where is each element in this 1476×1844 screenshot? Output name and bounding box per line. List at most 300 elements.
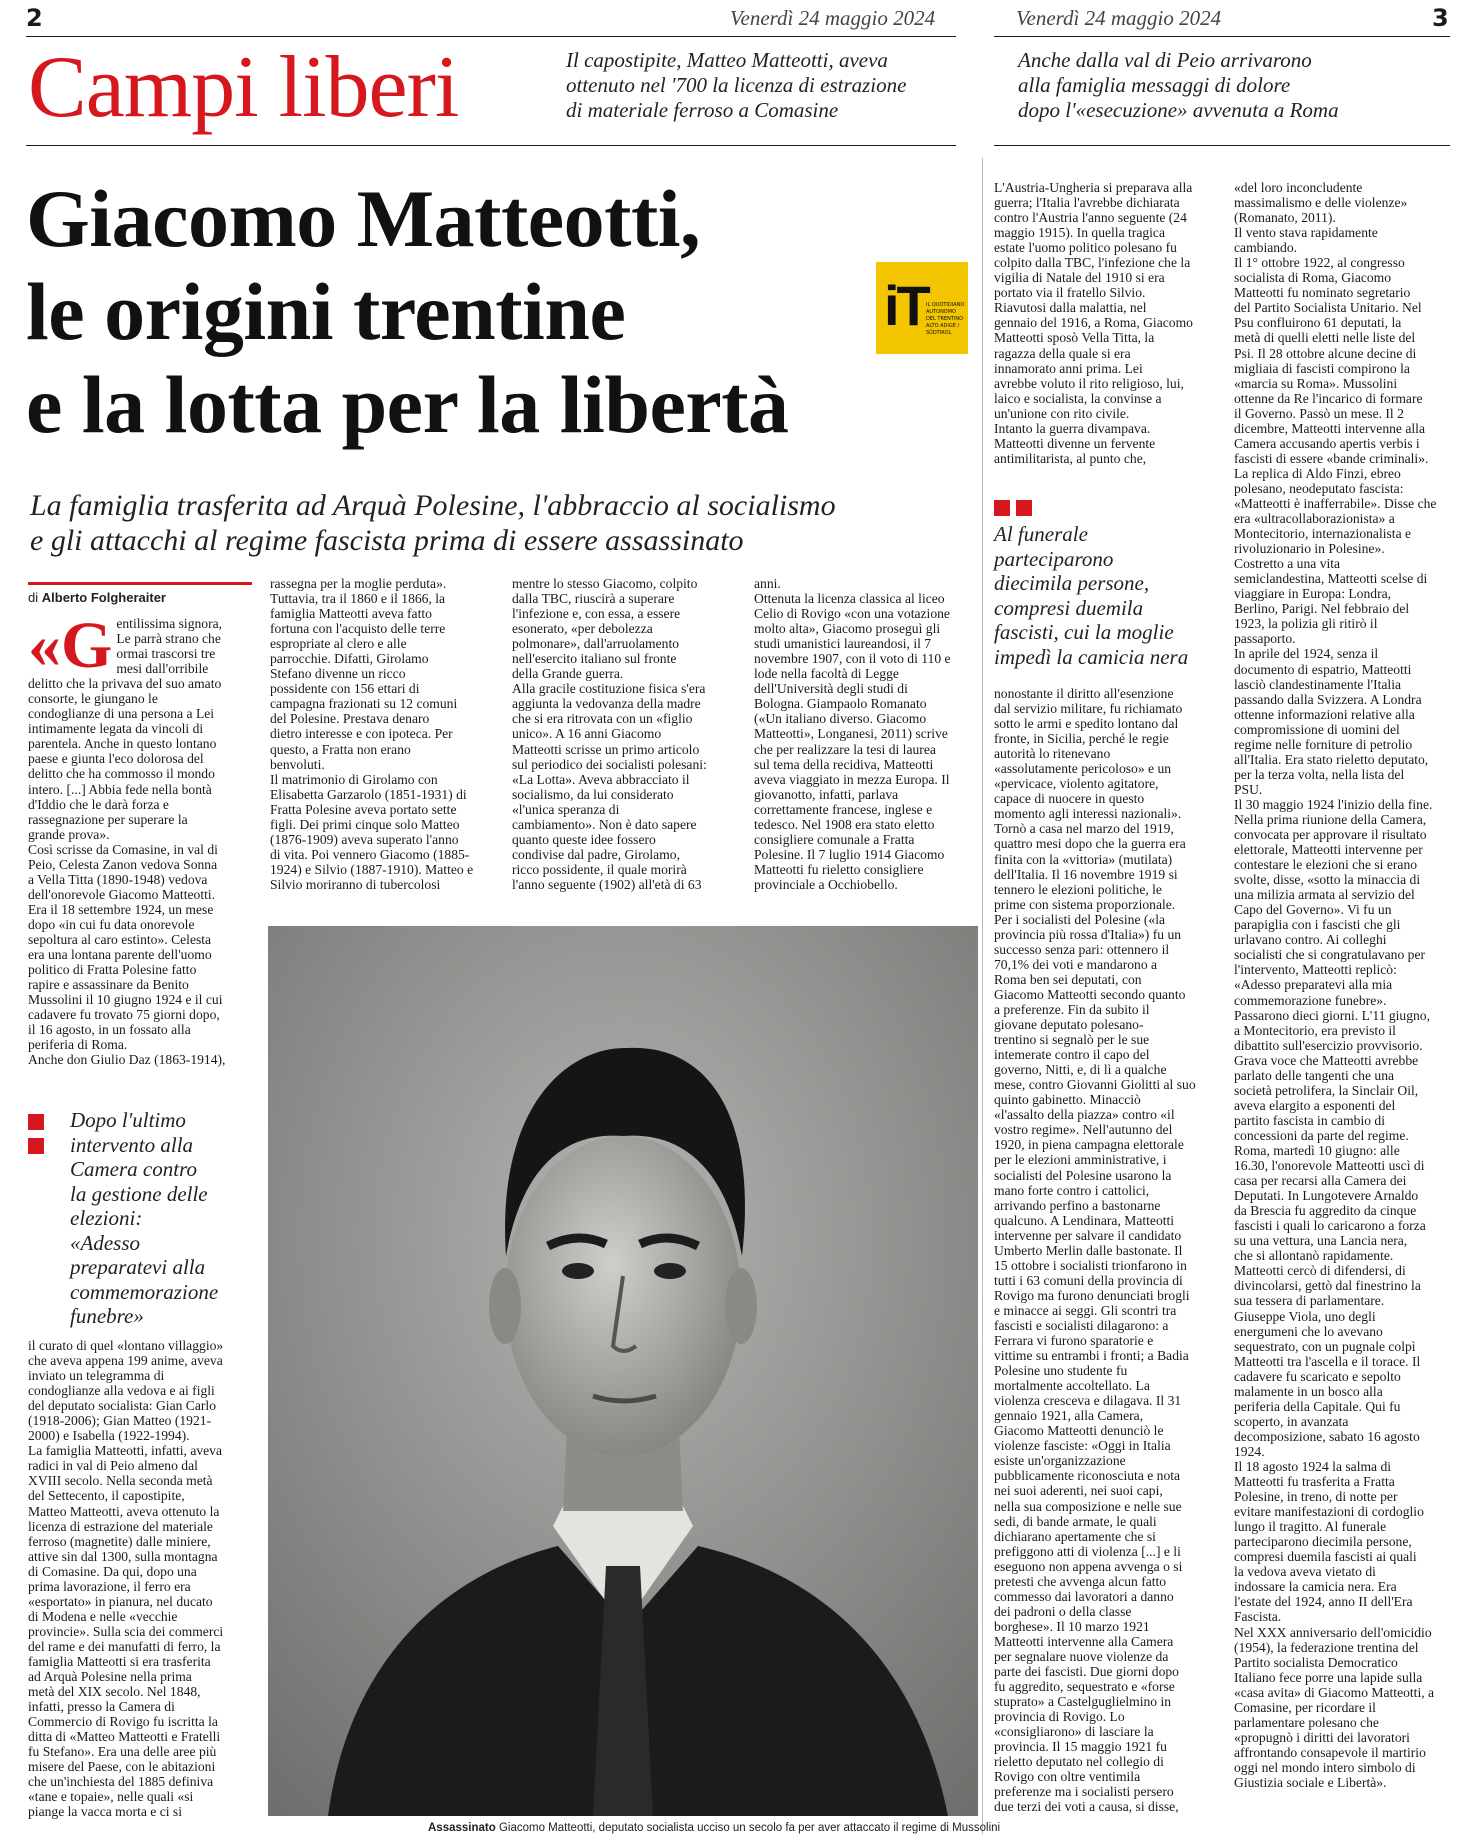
text-line: espropriate al clero e alle [270,636,407,652]
text-line: del rame e dei manufatti di ferro, la [28,1638,221,1654]
text-line: del Settecento, il capostipite, [28,1488,185,1504]
text-line: Il 30 maggio 1924 l'inizio della fine. [1234,796,1433,812]
text-line: violenze fasciste: «Oggi in Italia [994,1438,1171,1454]
text-line: momento agli interessi nazionali». [994,806,1182,822]
text-line: sotto le armi e spedito lontano dal [994,716,1179,732]
text-line: 1923, la polizia gli ritirò il [1234,616,1378,632]
section-rule-left [26,145,956,146]
text-line: trentino si segnalò per le sue [994,1032,1150,1048]
caption-label: Assassinato [428,1822,496,1834]
text-line: Il matrimonio di Girolamo con [270,771,438,787]
text-line: «tane e topaie», nelle quali «si [28,1789,194,1805]
text-line: Capo del Governo». Vi fu un [1234,902,1392,918]
text-line: Bologna. Giampaolo Romanato [754,696,927,712]
text-line: mano forte contro i cattolici, [994,1182,1150,1198]
text-line: «pervicace, violento agitatore, [994,776,1159,792]
text-line: lungo il tragitto. Al funerale [1234,1519,1387,1535]
text-line: viaggiare in Europa: Londra, [1234,586,1392,602]
text-line: La replica di Aldo Finzi, ebreo [1234,465,1401,481]
text-line: Matteotti scrisse un primo articolo [512,741,700,757]
text-line: Fascista. [1234,1609,1282,1625]
text-line: partito fascista in cambio di [1234,1112,1385,1128]
text-line: politico di Fratta Polesine fatto [28,962,197,978]
text-line: concessioni da parte del regime. [1234,1127,1409,1143]
text-line: mesi dall'orribile [116,661,209,677]
text-line: Berlino, Parigi. Nel febbraio del [1234,601,1410,617]
text-line: dibattito sull'esercizio provvisorio. [1234,1037,1423,1053]
text-line: «La Lotta». Aveva abbracciato il [512,771,690,787]
text-line: Rovigo ma furono denunciati brogli [994,1287,1190,1303]
text-line: semiclandestina, Matteotti scelse di [1234,571,1428,587]
text-line: a preferenze. Fin da subito il [994,1001,1150,1017]
pull-quote-line: parteciparono [994,546,1114,571]
text-line: affrontando consapevole il martirio [1234,1744,1426,1760]
text-line: Così scrisse da Comasine, in val di [28,841,218,857]
text-line: evitare manifestazioni di cordoglio [1234,1504,1424,1520]
text-line: e minacce ai seggi. Gli scontri tra [994,1302,1177,1318]
text-line: colpito dalla TBC, l'infezione che la [994,255,1191,271]
text-line: avrebbe voluto il rito religioso, lui, [994,375,1184,391]
text-line: condivise dal padre, Girolamo, [512,846,680,862]
text-line: Umberto Merlin dalle bastonate. Il [994,1242,1183,1258]
pull-quote-line: Camera contro [70,1157,197,1181]
text-line: Nella prima riunione della Camera, [1234,811,1427,827]
text-line: rivoluzionario in Polesine». [1234,541,1385,557]
text-line: guerra; l'Italia l'avrebbe dichiarata [994,195,1180,211]
text-line: aveva viaggiato in mezza Europa. Il [754,771,950,787]
text-line: Costretto a una vita [1234,556,1341,572]
text-line: un'unione con rito civile. [994,405,1130,421]
text-line: infatti, presso la Camera di [28,1699,175,1715]
text-line: vittime su entrambi i fronti; a Badia [994,1348,1189,1364]
text-line: provincie». Sulla scia dei commerci [28,1623,224,1639]
text-line: consorte, le giungano le [28,691,158,707]
text-line: dell'Università degli studi di [754,681,908,697]
text-line: provinciale a Occhiobello. [754,876,898,892]
text-line: migliaia di fascisti compirono la [1234,360,1410,376]
text-line: cadavere fu scaricato e sepolto [1234,1368,1401,1384]
text-line: fascisti di essere «bande criminali». [1234,450,1429,466]
text-line: indossare la camicia nera. Era [1234,1579,1397,1595]
body-column-6 [1234,180,1456,1790]
text-line: possidente con 156 ettari di [270,681,420,697]
text-line: Intanto la guerra divampava. [994,420,1151,436]
text-line: Roma, martedì 10 giugno: alle [1234,1143,1400,1158]
text-line: 1924) e Silvio (1887-1910). Matteo e [270,861,474,877]
text-line: ormai trascorsi tre [116,646,216,662]
text-line: ottenne informazioni relative alla [1234,706,1415,722]
text-line: «l'unica speranza di [512,801,620,817]
pull-quote-line: compresi duemila [994,595,1144,620]
text-line: paese e giunta l'eco dolorosa del [28,751,204,767]
text-line: antimilitarista, al punto che, [994,450,1147,466]
text-line: giovanotto, infatti, parlava [754,786,899,802]
quote-mark-icon [994,500,1010,516]
page-gutter-rule [982,158,983,1834]
text-line: oggi nel mondo intero simbolo di [1234,1759,1416,1775]
author-name: Alberto Folgheraiter [41,590,166,605]
text-line: «Matteotti è inafferrabile». Disse che [1234,495,1437,511]
text-line: sua tessera di parlamentare. [1234,1293,1385,1309]
text-line: commemorazione funebre». [1234,992,1387,1008]
text-line: (1954), la federazione trentina del [1234,1639,1419,1655]
text-line: sepoltura al caro estinto». Celesta [28,931,212,947]
text-line: violenza cresceva e dilagava. Il 31 [994,1393,1182,1409]
body-column-1-top [28,609,250,1068]
text-line: 70,1% dei voti e mandarono a [994,956,1158,972]
text-line: per segnalare nuove violenze da [994,1649,1169,1664]
text-line: capace di nuocere in questo [994,791,1145,807]
text-line: rassegna per la moglie perduta». [270,576,447,591]
text-line: parte dei fascisti. Due giorni dopo [994,1664,1179,1680]
text-line: famiglia Matteotti aveva fatto [270,606,432,622]
text-line: Peio, Celesta Zanon vedova Sonna [28,856,218,872]
text-line: nella sua composizione e nelle sue [994,1498,1182,1514]
text-line: unico». A 16 anni Giacomo [512,726,662,742]
text-line: Matteotti sposò Vella Titta, la [994,330,1155,346]
text-line: («Un italiano diverso. Giacomo [754,711,927,727]
text-line: Giustizia sociale e Libertà». [1234,1774,1387,1790]
text-line: Matteotti tra l'ascella e il torace. Il [1234,1353,1421,1369]
text-line: lode nella facoltà di Legge [754,666,899,682]
text-line: dell'Italia. Il 16 novembre 1919 si [994,866,1178,882]
text-line: a Vella Titta (1890-1948) vedova [28,871,208,887]
text-line: «consigliarono» di lasciare la [994,1724,1154,1740]
pull-quote-line: intervento alla [70,1132,194,1157]
text-line: passaporto. [1234,631,1296,647]
text-line: PSU. [1234,781,1263,797]
text-line: aveva elargito a esponenti del [1234,1097,1396,1113]
text-line: Mussolini il 10 giugno 1924 e il cui [28,992,223,1008]
text-line: «Adesso preparatevi alla mia [1234,977,1393,993]
text-line: cambiamento». Non è dato sapere [512,816,697,832]
text-line: Le parrà strano che [116,631,221,647]
text-line: Comasine, per ricordare il [1234,1699,1376,1715]
text-line: ricco possidente, il quale morirà [512,861,687,877]
text-line: periferia di Roma. [28,1037,128,1053]
text-line: 16.30, l'onorevole Matteotti uscì di [1234,1158,1425,1174]
text-line: «marcia su Roma». Mussolini [1234,375,1398,391]
text-line: dal servizio militare, fu richiamato [994,701,1183,717]
text-line: Roma ben sei deputati, con [994,971,1142,987]
text-line: divincolarsi, gettò dal finestrino la [1234,1278,1421,1294]
text-line: rieletto deputato nel collegio di [994,1754,1164,1770]
text-line: Per i socialisti del Polesine («la [994,911,1166,927]
text-line: per la terza volta, nella lista del [1234,766,1405,782]
text-line: preferenze ma i socialisti persero [994,1784,1174,1800]
text-line: L'Austria-Ungheria si preparava alla [994,180,1193,195]
text-line: esonerato, «per debolezza [512,621,653,637]
text-line: Matteotti fu rieletto consigliere [754,861,924,877]
text-line: prime con sistema proporzionale. [994,896,1176,912]
text-line: molto alta», Giacomo proseguì gli [754,621,941,637]
text-line: parlato delle tangenti che una [1234,1067,1395,1083]
text-line: grande prova». [28,826,110,842]
text-line: Alla gracile costituzione fisica s'era [512,681,706,697]
text-line: mentre lo stesso Giacomo, colpito [512,576,698,591]
text-line: radici in val di Peio almeno dal [28,1458,198,1474]
text-line: governo, Nitti, e, di lì a qualche [994,1062,1167,1078]
text-line: Era il 18 settembre 1924, un mese [28,901,214,917]
newspaper-logo [876,262,968,354]
date-right: Venerdì 24 maggio 2024 [1016,6,1222,30]
pull-quote-line: funebre» [70,1304,144,1328]
text-line: sul tema della recidiva, Matteotti [754,756,934,772]
text-line: intimamente legata da vincoli di [28,721,204,737]
page-number-left: 2 [26,4,43,32]
text-line: pubblicamente riconosciuta e nota [994,1468,1181,1484]
text-line: giovane deputato polesano- [994,1017,1144,1033]
text-line: campagna frazionati su 12 comuni [270,696,458,712]
text-line: il curato di quel «lontano villaggio» [28,1338,224,1353]
text-line: all'Italia. Era stato rieletto deputato, [1234,751,1429,767]
text-line: del Partito Socialista Unitario. Nel [1234,300,1422,316]
text-line: casa per recarsi alla Camera dei [1234,1173,1407,1189]
text-line: condoglianze di una persona a Lei [28,706,215,722]
text-line: figli. Dei primi cinque solo Matteo [270,816,460,832]
text-line: La famiglia Matteotti, infatti, aveva [28,1443,223,1459]
pull-quote-line: Al funerale [994,522,1088,546]
text-line: Polesine. Il 7 luglio 1914 Giacomo [754,846,945,862]
caption-text: Giacomo Matteotti, deputato socialista ucciso un secolo fa per aver attaccato il regime di Mussolini [498,1822,1001,1834]
text-line: contestare le elezioni che si erano [1234,857,1418,873]
text-line: Il 18 agosto 1924 la salma di [1234,1458,1392,1474]
text-line: l'estate del 1924, anno II dell'Era [1234,1594,1413,1610]
text-line: che si allontanò rapidamente. [1234,1248,1394,1264]
text-line: Tornò a casa nel marzo del 1919, [994,821,1174,837]
text-line: compromissione di uomini del [1234,721,1400,737]
pull-quote-left [28,1108,254,1329]
text-line: che aveva appena 199 anime, aveva [28,1353,223,1369]
text-line: Commercio di Rovigo fu iscritta la [28,1714,218,1730]
text-line: Rovigo con oltre ventimila [994,1769,1141,1785]
text-line: elettorale, Matteotti intervenne per [1234,842,1423,858]
text-line: la vedova aveva vietato di [1234,1564,1376,1580]
kicker-right: Anche dalla val di Peio arrivarono alla famiglia messaggi di dolore dopo l'«esecuzione» avvenuta a Roma [1018,48,1339,122]
text-line: Matteotti fu nominato segretario [1234,285,1411,301]
section-title: Campi liberi [28,39,459,136]
text-line: 15 ottobre i socialisti trionfarono in [994,1257,1187,1273]
text-line: Anche don Giulio Daz (1863-1914), [28,1052,226,1068]
text-line: di Modena e nelle «vecchie [28,1608,178,1624]
text-line: misere del Paese, con le abitazioni [28,1759,216,1775]
text-line: aggiunta la vedovanza della madre [512,696,701,712]
text-line: metà di quelli eletti nelle liste del [1234,330,1416,346]
text-line: Matteotti», Longanesi, 2011) scrive [754,726,948,742]
text-line: convocata per approvare il risultato [1234,827,1427,843]
text-line: che un'inchiesta del 1885 definiva [28,1774,214,1790]
text-line: fortuna con l'acquisto delle terre [270,621,446,637]
text-line: eseguono non appena avvenga o si [994,1558,1183,1574]
text-line: portato via il fratello Silvio. [994,285,1146,301]
text-line: 1924. [1234,1443,1265,1459]
byline [28,590,166,605]
kicker-left: Il capostipite, Matteo Matteotti, aveva ottenuto nel '700 la licenza di estrazione di materiale ferroso a Comasine [566,48,907,122]
text-line: vigilia di Natale del 1910 si era [994,270,1165,286]
date-left: Venerdì 24 maggio 2024 [730,6,936,30]
text-line: della Grande guerra. [512,666,624,682]
text-line: rassegnazione per superare la [28,811,188,827]
text-line: fascisti i quali lo caricarono a forza [1234,1218,1426,1234]
text-line: del deputato socialista: Gian Carlo [28,1398,216,1414]
header-rule-left [26,36,956,37]
text-line: maggio 1915). In quella tragica [994,225,1165,241]
text-line: ditta di «Matteo Matteotti e Fratelli [28,1729,221,1745]
text-line: Celio di Rovigo «con una votazione [754,606,950,622]
text-line: Fratta Polesine aveva portato sette [270,801,457,817]
text-line: consigliere comunale a Fratta [754,831,915,847]
text-line: provincia di Rovigo. Lo [994,1709,1125,1725]
page-number-right: 3 [1432,4,1449,32]
text-line: Tuttavia, tra il 1860 e il 1866, la [270,591,446,607]
text-line: di vita. Poi vennero Giacomo (1885- [270,846,470,862]
text-line: Polesine uno studente fu [994,1363,1128,1379]
text-line: gennaio del 1916, a Roma, Giacomo [994,315,1193,331]
text-line: «l'assalto della piazza» contro «il [994,1107,1175,1123]
text-line: polesano, neodeputato fascista: [1234,480,1404,496]
text-line: «casa avita» di Giacomo Matteotti, a [1234,1684,1435,1700]
text-line: ad Arquà Polesine nella prima [28,1669,192,1685]
text-line: svolte, disse, «sotto la minaccia di [1234,872,1421,888]
text-line: dopo «in cui fu data onorevole [28,916,195,932]
drop-cap: «G [28,609,113,682]
quote-mark-icon [28,1114,44,1130]
pull-quote-line: «Adesso [70,1230,140,1255]
text-line: di Comasine. Da qui, dopo una [28,1563,197,1579]
text-line: Giuseppe Viola, uno degli [1234,1308,1376,1324]
byline-prefix: di [28,590,39,605]
text-line: fu aggredito, sequestrato e «forse [994,1679,1175,1695]
text-line: estate l'uomo politico polesano fu [994,240,1177,256]
text-line: da Brescia fu aggredito da cinque [1234,1203,1417,1219]
text-line: due terzi dei voti a causa, si disse, [994,1799,1179,1815]
text-line: che per realizzare la tesi di laurea [754,741,936,757]
photo-caption [428,1822,1000,1834]
text-line: finita con la «vittoria» (mutilata) [994,851,1173,867]
text-line: questo, a Fratta non erano [270,741,411,757]
text-line: Nel XXX anniversario dell'omicidio [1234,1624,1432,1640]
text-line: quattro mesi dopo che la guerra era [994,836,1186,852]
body-column-2 [270,576,492,892]
text-line: energumeni che lo avevano [1234,1323,1383,1339]
text-line: contro l'Austria l'anno seguente (24 [994,210,1187,226]
text-line: Deputati. In Lungotevere Arnaldo [1234,1188,1419,1204]
text-line: Giacomo Matteotti denunciò le [994,1423,1164,1439]
text-line: società petrolifera, la Sinclair Oil, [1234,1082,1419,1098]
text-line: quanto queste idee fossero [512,831,656,847]
body-column-5-bottom [994,686,1214,1815]
text-line: Matteotti cercò di difendersi, di [1234,1263,1406,1279]
pull-quote-line: elezioni: [70,1206,143,1230]
text-line: successo senza pari: ottennero il [994,941,1170,957]
text-line: d'Iddio che le darà forza e [28,796,169,812]
text-line: ottenne da Re l'incarico di formare [1234,390,1423,406]
text-line: Grava voce che Matteotti avrebbe [1234,1052,1419,1068]
text-line: borghese». Il 10 marzo 1921 [994,1618,1150,1634]
text-line: Elisabetta Garzarolo (1851-1931) di [270,786,467,802]
text-line: autorità lo ritenevano [994,746,1111,762]
text-line: laico e socialista, la convinse a [994,390,1162,406]
text-line: parlamentare polesano che [1234,1714,1379,1730]
text-line: socialista di Roma, Giacomo [1234,270,1392,286]
text-line: sedi, di bande armate, le quali [994,1513,1157,1529]
text-line: Psu confluirono 61 deputati, la [1234,315,1402,331]
text-line: che si era ritrovata con un «figlio [512,711,693,727]
text-line: ragazza della quale si era [994,345,1131,361]
byline-rule [28,582,252,585]
pull-quote-line: commemorazione [70,1279,219,1304]
text-line: «assolutamente pericoloso» e un [994,761,1172,777]
text-line: Partito socialista Democratico [1234,1654,1398,1670]
text-line: regime nelle forniture di petrolio [1234,736,1413,752]
text-line: Passarono dieci giorni. L'11 giugno, [1234,1007,1431,1023]
text-line: benvoluti. [270,756,325,772]
text-line: Psi. Il 28 ottobre alcune decine di [1234,345,1417,361]
text-line: mese, contro Giovanni Giolitti al suo [994,1077,1196,1093]
text-line: novembre 1907, con il voto di 110 e [754,651,951,667]
text-line: periferia della Capitale. Qui fu [1234,1398,1401,1414]
text-line: parteciparono diecimila persone, [1234,1534,1412,1550]
text-line: Matteotti divenne un fervente [994,435,1156,451]
text-line: dell'onorevole Giacomo Matteotti. [28,886,216,902]
text-line: intero. [...] Abbia fede nella bontà [28,781,212,797]
text-line: famiglia Matteotti si era trasferita [28,1653,211,1669]
text-line: dietro interesse e con ipoteca. Per [270,726,453,742]
text-line: socialisti che si congratulavano per [1234,947,1426,963]
text-line: l'anno seguente (1902) all'età di 63 [512,876,702,892]
text-line: Riavutosi dalla malattia, nel [994,300,1147,316]
text-line: Stefano divenne un ricco [270,666,406,682]
text-line: Ottenuta la licenza classica al liceo [754,591,945,607]
body-column-1-bottom [28,1338,250,1820]
text-line: Matteo Matteotti, aveva ottenuto la [28,1503,220,1519]
text-line: innamorato anni prima. Lei [994,360,1143,376]
text-line: (Romanato, 2011). [1234,210,1336,226]
portrait-illustration [268,926,978,1816]
text-line: nell'esercito italiano sul fronte [512,651,677,667]
text-line: fronte, in Sicilia, perché le regie [994,731,1169,747]
text-line: «esportato» in pianura, nel ducato [28,1593,213,1609]
text-line: anni. [754,576,781,591]
text-line: era una lontana parente dell'uomo [28,947,212,963]
text-line: provincia. Il 15 maggio 1921 fu [994,1739,1167,1755]
quote-mark-icon [1016,500,1032,516]
text-line: dei padroni o della classe [994,1603,1132,1619]
text-line: Matteotti intervenne alla Camera [994,1633,1174,1649]
text-line: delitto che ha commosso il mondo [28,766,215,782]
text-line: «del loro inconcludente [1234,180,1363,195]
text-line: il Governo. Passò un mese. Il 2 [1234,405,1404,421]
text-line: parapiglia con i fascisti che gli [1234,917,1401,933]
text-line: provincia più rossa d'Italia») fu un [994,926,1182,942]
text-line: fu Stefano». Era una delle aree più [28,1744,217,1760]
text-line: Matteotti fu trasferita a Fratta [1234,1474,1395,1490]
text-line: nei suoi aderenti, nei suoi capi, [994,1483,1163,1499]
text-line: metà del XIX secolo. Nel 1848, [28,1684,201,1700]
text-line: Silvio moriranno di tubercolosi [270,876,441,892]
text-line: cambiando. [1234,240,1298,256]
text-line: massimalismo e delle violenze» [1234,195,1408,211]
body-column-3 [512,576,734,892]
text-line: nonostante il diritto all'esenzione [994,686,1174,701]
text-line: Il 1° ottobre 1922, al congresso [1234,255,1405,271]
text-line: era «ultracollaborazionista» a [1234,511,1395,527]
text-line: urlavano contro. Ai colleghi [1234,932,1387,948]
text-line: documento di espatrio, Matteotti [1234,661,1412,677]
text-line: intemerate contro il capo del [994,1047,1150,1063]
text-line: fascisti e socialisti dilagarono: a [994,1317,1169,1333]
text-line: una milizia armata al servizio del [1234,887,1415,903]
